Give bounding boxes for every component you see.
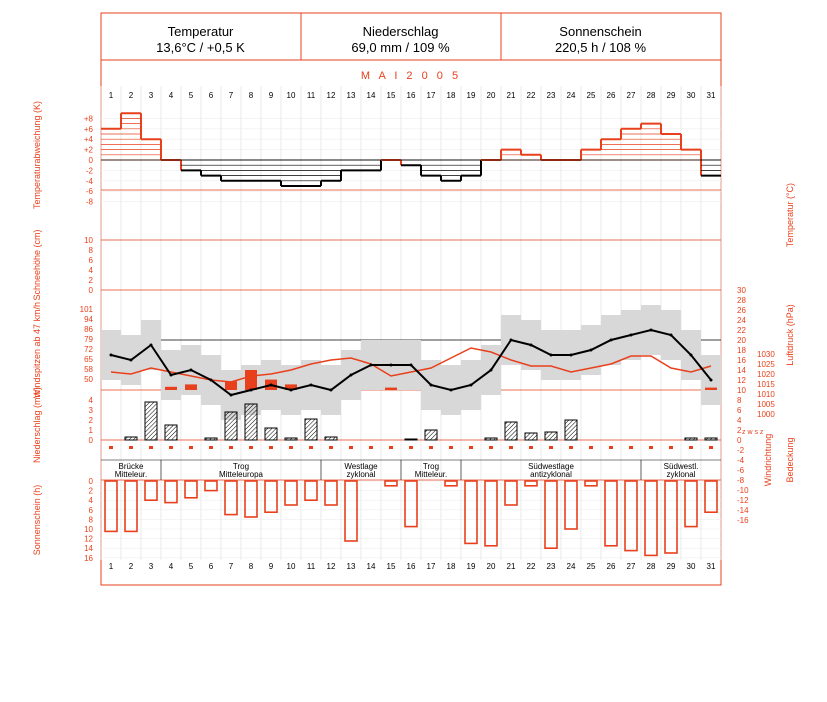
day-label-top: 23 [546, 91, 556, 100]
day-label-bottom: 28 [646, 562, 656, 571]
temperature-point [250, 389, 253, 392]
wind-bar [385, 388, 397, 390]
weather-type-sublabel: Mitteleuropa [218, 470, 264, 479]
temperature-point [270, 384, 273, 387]
header-value-temperature: 13,6°C / +0,5 K [156, 40, 245, 55]
winddir-marker [189, 446, 193, 449]
precip-bar [565, 420, 577, 440]
sun-tick: 6 [88, 505, 93, 515]
day-label-top: 21 [506, 91, 516, 100]
day-label-bottom: 6 [208, 562, 214, 571]
temp-tick: -10 [737, 486, 749, 495]
sun-bar [165, 481, 177, 503]
temp-tick: 18 [737, 346, 746, 355]
weather-type-label: Südwestlage [528, 462, 574, 471]
day-label-bottom: 20 [486, 562, 496, 571]
day-label-bottom: 17 [426, 562, 436, 571]
temperature-point [670, 334, 673, 337]
day-label-bottom: 3 [148, 562, 154, 571]
temperature-point [110, 354, 113, 357]
dev-tick: -6 [85, 187, 93, 197]
precip-bar [425, 430, 437, 440]
wind-bar [705, 388, 717, 390]
sun-bar [445, 481, 457, 486]
winddir-marker [349, 446, 353, 449]
day-label-bottom: 8 [248, 562, 254, 571]
day-label-bottom: 15 [386, 562, 396, 571]
snow-tick: 10 [84, 236, 93, 245]
winddir-marker [589, 446, 593, 449]
temp-tick: -4 [737, 456, 745, 465]
temperature-point [130, 359, 133, 362]
wind-tick: 72 [84, 345, 93, 354]
wind-tick: 79 [84, 335, 93, 344]
sun-bar [125, 481, 137, 531]
winddir-marker [529, 446, 533, 449]
sun-tick: 2 [88, 486, 93, 496]
wind-tick: 94 [84, 315, 93, 324]
temp-tick: 20 [737, 336, 746, 345]
temperature-point [590, 349, 593, 352]
winddir-marker [289, 446, 293, 449]
day-label-bottom: 30 [686, 562, 696, 571]
weather-type-label: Westlage [344, 462, 378, 471]
day-label-bottom: 13 [346, 562, 356, 571]
day-label-top: 20 [486, 91, 496, 100]
day-label-bottom: 9 [268, 562, 274, 571]
weather-type-label: Brücke [118, 462, 144, 471]
temp-tick: 10 [737, 386, 746, 395]
header-box-precipitation [301, 14, 500, 58]
sun-tick: 0 [88, 477, 93, 486]
sun-tick: 4 [88, 496, 93, 506]
dev-tick: +6 [83, 124, 93, 134]
day-label-top: 18 [446, 91, 456, 100]
day-label-bottom: 27 [626, 562, 636, 571]
temp-tick: -8 [737, 476, 745, 485]
temperature-point [190, 369, 193, 372]
temp-tick: 26 [737, 306, 746, 315]
day-label-bottom: 16 [406, 562, 416, 571]
header-box-temperature [101, 14, 300, 58]
temp-tick: -6 [737, 466, 745, 475]
dev-tick: +2 [83, 145, 93, 155]
weather-type-label: Trog [232, 462, 250, 471]
precip-bar [405, 439, 417, 440]
day-label-top: 15 [386, 91, 396, 100]
temperature-point [450, 389, 453, 392]
precip-bar [245, 404, 257, 440]
winddir-marker [689, 446, 693, 449]
day-label-top: 24 [566, 91, 576, 100]
precip-tick: 4 [88, 396, 93, 405]
temp-tick: 14 [737, 366, 746, 375]
weather-type-sublabel: Mitteleur. [414, 470, 448, 479]
winddir-marker [409, 446, 413, 449]
header-title-temperature: Temperatur [167, 24, 234, 39]
dev-tick: -8 [85, 197, 93, 207]
pressure-tick: 1015 [757, 380, 775, 389]
temperature-point [630, 334, 633, 337]
day-label-top: 9 [268, 91, 274, 100]
temperature-point [490, 369, 493, 372]
day-label-bottom: 7 [228, 562, 234, 571]
sun-bar [665, 481, 677, 553]
day-label-top: 14 [366, 91, 376, 100]
temperature-point [690, 354, 693, 357]
winddir-marker [129, 446, 133, 449]
precip-bar [525, 433, 537, 440]
axis-label-wind: Windspitzen ab 47 km/h [32, 301, 42, 399]
day-label-top: 26 [606, 91, 616, 100]
day-label-bottom: 10 [286, 562, 296, 571]
temperature-point [650, 329, 653, 332]
pressure-tick: 1020 [757, 370, 775, 379]
month-title: M A I 2 0 0 5 [360, 70, 462, 82]
snow-tick: 0 [88, 286, 93, 295]
winddir-marker [389, 446, 393, 449]
winddir-marker [229, 446, 233, 449]
precip-bar [325, 437, 337, 440]
day-label-top: 3 [148, 91, 154, 100]
temperature-point [230, 394, 233, 397]
precip-tick: 0 [88, 436, 93, 445]
precip-bar [165, 425, 177, 440]
axis-label-cloud: Bedeckung [785, 437, 795, 483]
precip-bar [685, 438, 697, 440]
temperature-point [470, 384, 473, 387]
day-label-top: 16 [406, 91, 416, 100]
sun-bar [545, 481, 557, 548]
snow-tick: 6 [88, 256, 93, 265]
temp-tick: 28 [737, 296, 746, 305]
day-label-bottom: 19 [466, 562, 476, 571]
temperature-point [310, 384, 313, 387]
weather-type-label: Südwestl. [663, 462, 699, 471]
day-label-top: 8 [248, 91, 254, 100]
temperature-point [570, 354, 573, 357]
pressure-tick: 1030 [757, 350, 775, 359]
winddir-ticks: z w s z [742, 429, 764, 436]
temp-tick: 12 [737, 376, 746, 385]
sun-bar [345, 481, 357, 541]
pressure-tick: 1005 [757, 400, 775, 409]
winddir-marker [209, 446, 213, 449]
day-label-bottom: 2 [128, 562, 134, 571]
sun-bar [205, 481, 217, 491]
temperature-point [410, 364, 413, 367]
snow-tick: 2 [88, 276, 93, 285]
winddir-marker [569, 446, 573, 449]
temp-tick: 4 [737, 416, 742, 425]
day-label-top: 1 [108, 91, 114, 100]
temp-tick: -14 [737, 506, 749, 515]
wind-bar [225, 381, 237, 390]
pressure-tick: 1010 [757, 390, 775, 399]
sun-bar [265, 481, 277, 512]
temperature-point [390, 364, 393, 367]
temp-tick: -12 [737, 496, 749, 505]
dev-tick: -4 [85, 176, 93, 186]
winddir-marker [149, 446, 153, 449]
weather-type-sublabel: Mitteleur. [114, 470, 148, 479]
winddir-marker [329, 446, 333, 449]
day-label-top: 5 [188, 91, 194, 100]
day-label-top: 22 [526, 91, 536, 100]
day-label-bottom: 1 [108, 562, 114, 571]
snow-tick: 4 [88, 266, 93, 275]
day-label-bottom: 24 [566, 562, 576, 571]
precip-bar [485, 438, 497, 440]
temperature-point [710, 379, 713, 382]
temperature-point [370, 364, 373, 367]
winddir-marker [269, 446, 273, 449]
temperature-point [210, 379, 213, 382]
temperature-point [610, 339, 613, 342]
winddir-marker [489, 446, 493, 449]
wind-tick: 50 [84, 375, 93, 384]
temp-tick: -2 [737, 446, 745, 455]
day-label-top: 27 [626, 91, 636, 100]
sun-bar [405, 481, 417, 527]
sun-bar [625, 481, 637, 551]
header-value-precipitation: 69,0 mm / 109 % [351, 40, 450, 55]
sun-bar [185, 481, 197, 498]
winddir-marker [369, 446, 373, 449]
winddir-marker [509, 446, 513, 449]
day-label-top: 30 [686, 91, 696, 100]
temperature-point [330, 389, 333, 392]
temperature-point [430, 384, 433, 387]
day-label-top: 11 [306, 91, 316, 100]
header-value-sunshine: 220,5 h / 108 % [554, 40, 647, 55]
axis-label-temp-dev: Temperaturabweichung (K) [32, 100, 42, 210]
dev-tick: -2 [85, 166, 93, 176]
sun-tick: 14 [84, 544, 93, 554]
temp-tick: 2 [737, 426, 742, 435]
day-label-top: 6 [208, 91, 214, 100]
temp-tick: 0 [737, 436, 742, 445]
day-label-bottom: 14 [366, 562, 376, 571]
winddir-marker [429, 446, 433, 449]
precip-tick: 3 [88, 406, 93, 415]
winddir-marker [109, 446, 113, 449]
day-label-top: 10 [286, 91, 296, 100]
sun-tick: 8 [88, 515, 93, 525]
sun-bar [105, 481, 117, 531]
precip-bar [545, 432, 557, 440]
temperature-point [510, 339, 513, 342]
header-box-sunshine [501, 14, 700, 58]
weather-type-sublabel: antizyklonal [530, 470, 572, 479]
weather-type-sublabel: zyklonal [346, 470, 376, 479]
temp-tick: 24 [737, 316, 746, 325]
header-title-precipitation: Niederschlag [362, 24, 439, 39]
day-label-bottom: 23 [546, 562, 556, 571]
day-label-bottom: 26 [606, 562, 616, 571]
sun-tick: 12 [84, 534, 93, 544]
temperature-point [550, 354, 553, 357]
day-label-top: 4 [168, 91, 174, 100]
temp-tick: 6 [737, 406, 742, 415]
precip-bar [285, 438, 297, 440]
axis-label-winddir: Windrichtung [763, 433, 773, 487]
day-label-top: 13 [346, 91, 356, 100]
day-label-bottom: 11 [306, 562, 316, 571]
day-label-bottom: 5 [188, 562, 194, 571]
weather-type-label: Trog [422, 462, 440, 471]
wind-bar [245, 370, 257, 390]
precip-bar [705, 438, 717, 440]
day-label-top: 28 [646, 91, 656, 100]
header-title-sunshine: Sonnenschein [559, 24, 642, 39]
wind-bar [185, 384, 197, 390]
day-label-bottom: 21 [506, 562, 516, 571]
day-label-top: 12 [326, 91, 336, 100]
sun-bar [505, 481, 517, 505]
temp-tick: 16 [737, 356, 746, 365]
day-label-bottom: 29 [666, 562, 676, 571]
sun-bar [285, 481, 297, 505]
winddir-marker [309, 446, 313, 449]
precip-tick: 2 [88, 416, 93, 425]
pressure-tick: 1000 [757, 410, 775, 419]
day-label-bottom: 4 [168, 562, 174, 571]
dev-tick: 0 [88, 156, 93, 165]
day-label-bottom: 18 [446, 562, 456, 571]
sun-bar [585, 481, 597, 486]
axis-label-temperature: Temperatur (°C) [785, 182, 795, 248]
dev-tick: +8 [83, 114, 93, 124]
axis-label-snow: Schneehöhe (cm) [32, 229, 42, 301]
temp-tick: 30 [737, 286, 746, 295]
winddir-marker [609, 446, 613, 449]
day-label-top: 31 [706, 91, 716, 100]
winddir-marker [549, 446, 553, 449]
temp-tick: -16 [737, 516, 749, 525]
winddir-marker [649, 446, 653, 449]
wind-bar [165, 387, 177, 390]
precip-bar [205, 438, 217, 440]
temperature-point [170, 374, 173, 377]
temperature-point [150, 344, 153, 347]
precip-bar [505, 422, 517, 440]
temperature-point [350, 374, 353, 377]
precip-bar [265, 428, 277, 440]
day-label-bottom: 25 [586, 562, 596, 571]
sun-bar [645, 481, 657, 555]
winddir-marker [169, 446, 173, 449]
day-label-top: 29 [666, 91, 676, 100]
day-label-top: 17 [426, 91, 436, 100]
sun-bar [325, 481, 337, 505]
precip-bar [125, 437, 137, 440]
precip-bar [145, 402, 157, 440]
day-label-bottom: 31 [706, 562, 716, 571]
sun-bar [565, 481, 577, 529]
sun-tick: 10 [84, 525, 93, 534]
precip-bar [225, 412, 237, 440]
dev-tick: +4 [83, 135, 93, 145]
day-label-bottom: 12 [326, 562, 336, 571]
temp-tick: 8 [737, 396, 742, 405]
sun-tick: 16 [84, 553, 93, 563]
wind-tick: 86 [84, 325, 93, 334]
snow-tick: 8 [88, 246, 93, 255]
winddir-marker [669, 446, 673, 449]
temp-tick: 22 [737, 326, 746, 335]
winddir-marker [709, 446, 713, 449]
sun-bar [685, 481, 697, 527]
axis-label-pressure: Luftdruck (hPa) [785, 304, 795, 366]
day-label-top: 2 [128, 91, 134, 100]
wind-tick: 101 [79, 305, 93, 314]
weather-type-sublabel: zyklonal [666, 470, 696, 479]
winddir-marker [449, 446, 453, 449]
axis-label-precip: Niederschlag (mm) [32, 386, 42, 464]
precip-tick: 1 [88, 426, 93, 435]
wind-tick: 58 [84, 365, 93, 374]
day-label-top: 25 [586, 91, 596, 100]
axis-label-sun: Sonnenschein (h) [32, 484, 42, 556]
winddir-marker [629, 446, 633, 449]
wind-tick: 65 [84, 355, 93, 364]
temperature-point [530, 344, 533, 347]
day-label-top: 19 [466, 91, 476, 100]
sun-bar [525, 481, 537, 486]
sun-bar [705, 481, 717, 512]
sun-bar [245, 481, 257, 517]
day-label-top: 7 [228, 91, 234, 100]
temperature-point [290, 389, 293, 392]
winddir-marker [469, 446, 473, 449]
precip-bar [305, 419, 317, 440]
winddir-marker [249, 446, 253, 449]
sun-bar [385, 481, 397, 486]
pressure-tick: 1025 [757, 360, 775, 369]
day-label-bottom: 22 [526, 562, 536, 571]
